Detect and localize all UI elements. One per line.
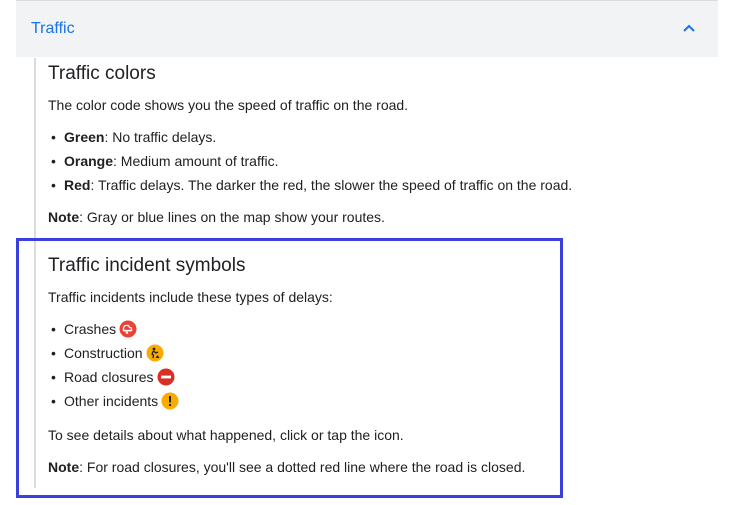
highlight-box (16, 238, 563, 498)
color-term-green: Green (64, 129, 105, 145)
traffic-accordion-header[interactable] (16, 1, 718, 57)
traffic-colors-list (48, 128, 572, 200)
traffic-colors-heading: Traffic colors (48, 63, 156, 84)
list-item: • Road closures (48, 368, 179, 392)
incident-label-crashes: Crashes (64, 321, 117, 337)
incident-symbols-note: Note: For road closures, you'll see a dotted red line where the road is closed. (48, 459, 526, 475)
incident-label-construction: Construction (64, 345, 143, 361)
incident-symbols-heading: Traffic incident symbols (48, 255, 246, 276)
incident-symbols-intro: Traffic incidents include these types of delays: (48, 289, 333, 305)
color-term-orange: Orange (64, 153, 114, 169)
list-item: • Orange: Medium amount of traffic. (51, 153, 279, 169)
list-item: • Construction (48, 344, 179, 368)
incident-label-other: Other incidents (64, 393, 159, 409)
incident-label-road-closures: Road closures (64, 369, 154, 385)
chevron-up-icon[interactable] (682, 23, 696, 33)
list-item: • Crashes (48, 320, 179, 344)
traffic-colors-note: Note: Gray or blue lines on the map show your routes. (48, 209, 385, 225)
traffic-colors-intro: The color code shows you the speed of traffic on the road. (48, 97, 409, 113)
color-term-red: Red (64, 177, 91, 193)
incident-details-text: To see details about what happened, click or tap the icon. (48, 427, 404, 443)
list-item: • Red: Traffic delays. The darker the red, the slower the speed of traffic on the road. (51, 177, 573, 193)
accordion-title: Traffic (31, 20, 75, 37)
list-item: • Other incidents (48, 392, 179, 416)
list-item: • Green: No traffic delays. (51, 129, 217, 145)
